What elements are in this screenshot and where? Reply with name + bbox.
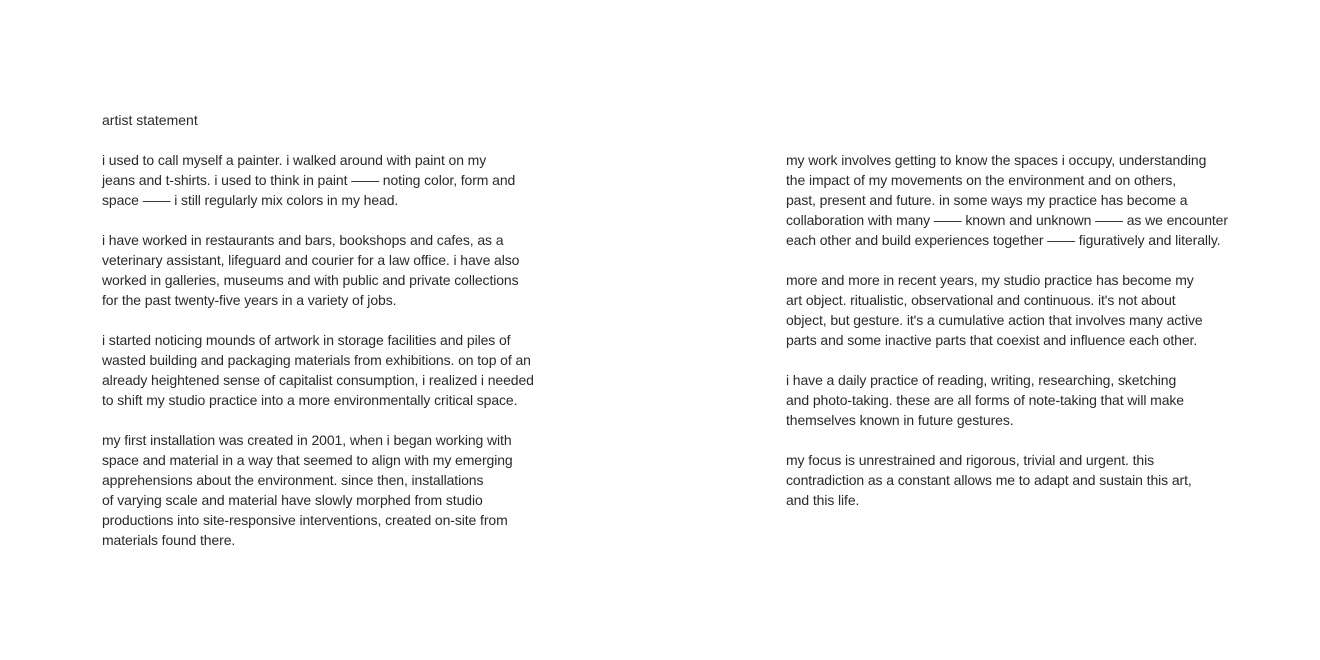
- text-line: art object. ritualistic, observational and continuous. it's not about: [786, 292, 1176, 308]
- text-line: i started noticing mounds of artwork in storage facilities and piles of: [102, 332, 511, 348]
- text-line: to shift my studio practice into a more environmentally critical space.: [102, 392, 518, 408]
- text-line: already heightened sense of capitalist consumption, i realized i needed: [102, 372, 534, 388]
- text-line: parts and some inactive parts that coexist and influence each other.: [786, 332, 1198, 348]
- text-line: and photo-taking. these are all forms of note-taking that will make: [786, 392, 1184, 408]
- text-line: apprehensions about the environment. since then, installations: [102, 472, 484, 488]
- text-line: of varying scale and material have slowly morphed from studio: [102, 492, 483, 508]
- paragraph-jobs: [102, 230, 519, 310]
- text-line: more and more in recent years, my studio practice has become my: [786, 272, 1194, 288]
- text-line: i have worked in restaurants and bars, bookshops and cafes, as a: [102, 232, 504, 248]
- text-line: contradiction as a constant allows me to adapt and sustain this art,: [786, 472, 1192, 488]
- paragraph-studio-practice: [786, 270, 1203, 350]
- text-line: i used to call myself a painter. i walked around with paint on my: [102, 152, 487, 168]
- text-line: my work involves getting to know the spaces i occupy, understanding: [786, 152, 1207, 168]
- paragraph-focus: [786, 450, 1192, 510]
- text-line: wasted building and packaging materials from exhibitions. on top of an: [102, 352, 531, 368]
- text-line: collaboration with many —— known and unknown —— as we encounter: [786, 212, 1228, 228]
- text-line: jeans and t-shirts. i used to think in paint —— noting color, form and: [102, 172, 516, 188]
- text-line: space and material in a way that seemed to align with my emerging: [102, 452, 513, 468]
- text-line: the impact of my movements on the environment and on others,: [786, 172, 1177, 188]
- text-line: worked in galleries, museums and with public and private collections: [102, 272, 519, 288]
- text-line: themselves known in future gestures.: [786, 412, 1014, 428]
- text-line: productions into site-responsive interventions, created on-site from: [102, 512, 508, 528]
- text-line: object, but gesture. it's a cumulative action that involves many active: [786, 312, 1203, 328]
- page-title: artist statement: [102, 112, 198, 128]
- text-line: materials found there.: [102, 532, 236, 548]
- text-line: past, present and future. in some ways my practice has become a: [786, 192, 1188, 208]
- text-line: my focus is unrestrained and rigorous, trivial and urgent. this: [786, 452, 1154, 468]
- text-line: for the past twenty-five years in a variety of jobs.: [102, 292, 397, 308]
- text-line: veterinary assistant, lifeguard and courier for a law office. i have also: [102, 252, 520, 268]
- text-line: space —— i still regularly mix colors in my head.: [102, 192, 399, 208]
- text-line: each other and build experiences together —— figuratively and literally.: [786, 232, 1221, 248]
- paragraph-daily-practice: [786, 370, 1184, 430]
- paragraph-painter: [102, 150, 515, 210]
- text-line: i have a daily practice of reading, writing, researching, sketching: [786, 372, 1177, 388]
- paragraph-installation: [102, 430, 513, 550]
- paragraph-spaces: [786, 150, 1228, 250]
- text-line: and this life.: [786, 492, 860, 508]
- text-line: my first installation was created in 2001, when i began working with: [102, 432, 512, 448]
- paragraph-storage: [102, 330, 534, 410]
